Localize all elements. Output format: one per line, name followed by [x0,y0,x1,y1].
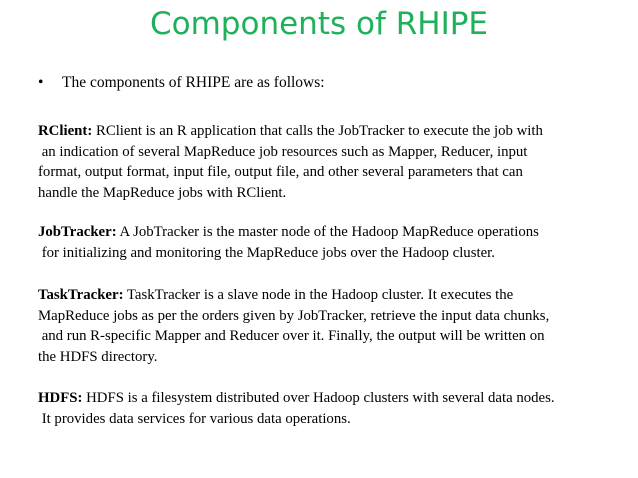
bullet-text: The components of RHIPE are as follows: [62,74,325,91]
paragraph-text: TaskTracker is a slave node in the Hadoop cluster. It executes the [123,287,514,303]
term-label: HDFS: [38,390,83,406]
paragraph-tasktracker [38,285,608,367]
paragraph-text: A JobTracker is the master node of the Hadoop MapReduce operations [116,224,539,240]
paragraph-line: an indication of several MapReduce job resources such as Mapper, Reducer, input [38,143,528,160]
slide-title: Components of RHIPE [150,6,488,42]
paragraph-line [38,222,608,243]
paragraph-rclient [38,121,608,203]
paragraph-line: for initializing and monitoring the MapReduce jobs over the Hadoop cluster. [38,244,495,261]
paragraph-line [38,388,608,409]
paragraph-text: HDFS is a filesystem distributed over Hadoop clusters with several data nodes. [82,390,555,406]
paragraph-line: and run R-specific Mapper and Reducer over it. Finally, the output will be written on [38,328,545,344]
bullet-icon: • [38,74,44,91]
paragraph-line: handle the MapReduce jobs with RClient. [38,184,287,201]
paragraph-line: It provides data services for various data operations. [38,410,351,427]
term-label: RClient: [38,123,93,139]
term-label: TaskTracker: [38,287,124,303]
paragraph-hdfs [38,388,608,429]
paragraph-line: MapReduce jobs as per the orders given by JobTracker, retrieve the input data chunks, [38,307,550,324]
paragraph-line: format, output format, input file, output file, and other several parameters that can [38,164,523,180]
bullet-item [38,74,325,92]
paragraph-line [38,285,608,306]
term-label: JobTracker: [38,224,117,240]
paragraph-text: RClient is an R application that calls the JobTracker to execute the job with [92,123,543,139]
paragraph-line: the HDFS directory. [38,348,158,365]
paragraph-jobtracker [38,222,608,263]
paragraph-line [38,121,608,142]
